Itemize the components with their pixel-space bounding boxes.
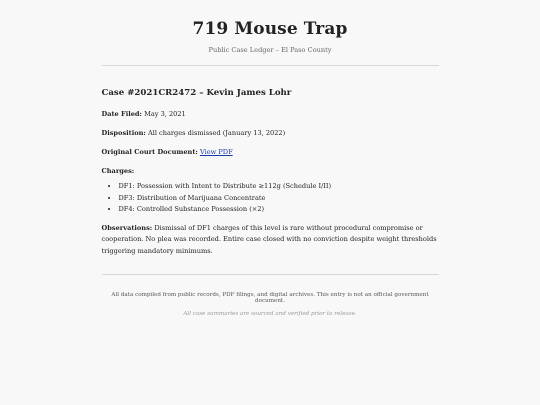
site-header bbox=[0, 0, 540, 54]
footer-note: All data compiled from public records, PDF filings, and digital archives. This entry is not an official government document. bbox=[111, 292, 429, 304]
observations-label: Observations: bbox=[101, 223, 153, 232]
disposition-field bbox=[102, 129, 439, 138]
site-title: 719 Mouse Trap bbox=[192, 19, 348, 39]
court-document-label: Original Court Document: bbox=[101, 148, 198, 156]
date-filed-field bbox=[102, 110, 439, 119]
date-filed-label: Date Filed: bbox=[101, 110, 142, 118]
observations-text: Dismissal of DF1 charges of this level is rare without procedural compromise or cooperation. No plea was recorded. Entire case closed with no conviction despite weight thresholds triggering mandatory minimums. bbox=[101, 223, 437, 255]
footer-italic-note: All case summaries are sourced and verified prior to release. bbox=[183, 311, 357, 317]
view-pdf-link[interactable]: View PDF bbox=[199, 148, 233, 156]
case-title: Case #2021CR2472 – Kevin James Lohr bbox=[101, 88, 292, 98]
date-filed-value: May 3, 2021 bbox=[144, 110, 186, 118]
site-subtitle: Public Case Ledger – El Paso County bbox=[208, 46, 332, 54]
charge-item: • DF3: Distribution of Marijuana Concentrate bbox=[119, 194, 439, 204]
case-entry bbox=[102, 66, 439, 257]
disposition-value: All charges dismissed (January 13, 2022) bbox=[147, 129, 286, 137]
site-footer bbox=[102, 275, 439, 317]
charges-label: Charges: bbox=[101, 167, 135, 175]
charge-item: • DF4: Controlled Substance Possession (×2) bbox=[119, 205, 439, 215]
charges-list bbox=[102, 182, 439, 215]
disposition-label: Disposition: bbox=[101, 129, 146, 137]
charge-item: • DF1: Possession with Intent to Distribute ≥112g (Schedule I/II) bbox=[119, 182, 439, 192]
observations bbox=[102, 223, 439, 258]
court-document-field bbox=[102, 148, 439, 157]
